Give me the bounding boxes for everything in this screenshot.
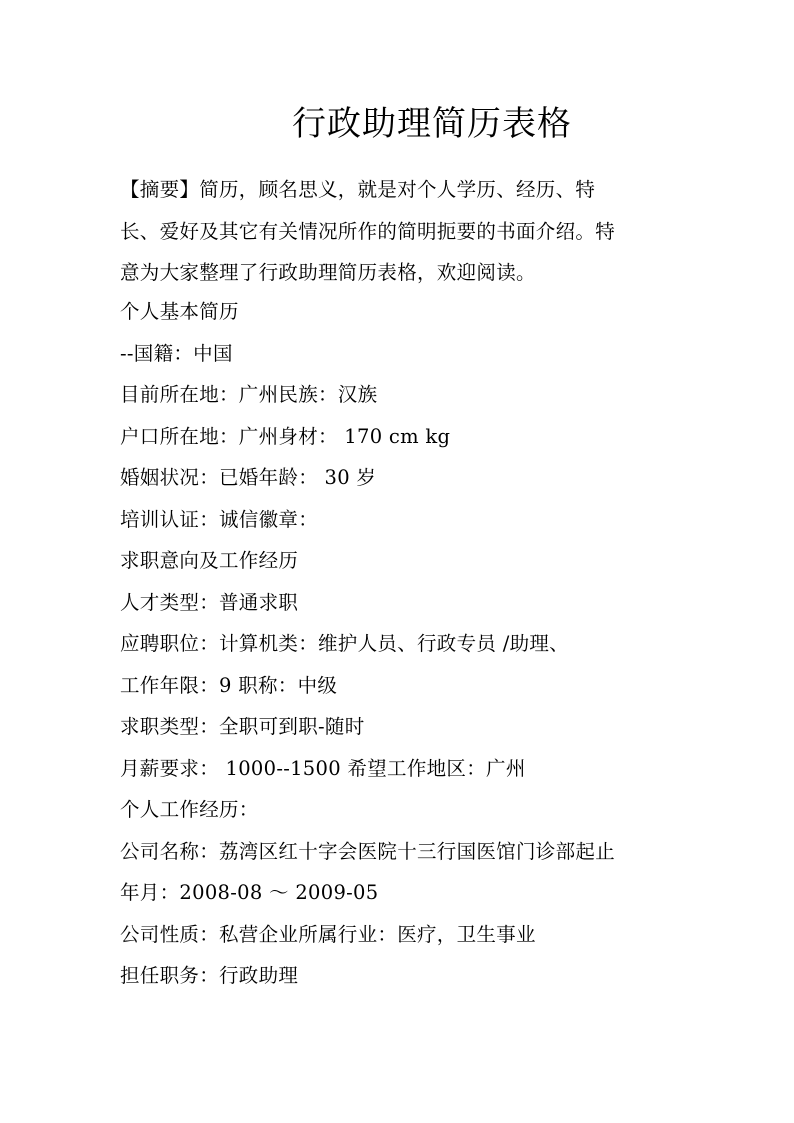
period-line: 年月：2008-08 ～ 2009-05 xyxy=(120,881,379,904)
company-name-line: 公司名称：荔湾区红十字会医院十三行国医馆门诊部起止 xyxy=(120,839,616,863)
abstract-line: 【摘要】简历，顾名思义，就是对个人学历、经历、特 xyxy=(120,178,596,201)
salary-area-line: 月薪要求： 1000--1500 希望工作地区：广州 xyxy=(120,756,526,780)
certification-line: 培训认证：诚信徽章： xyxy=(120,507,319,531)
abstract-line: 意为大家整理了行政助理简历表格，欢迎阅读。 xyxy=(120,261,536,284)
position-held-line: 担任职务：行政助理 xyxy=(120,964,299,987)
hukou-height-line: 户口所在地：广州身材： 170 cm kg xyxy=(120,424,451,448)
company-nature-line: 公司性质：私营企业所属行业：医疗，卫生事业 xyxy=(120,922,536,946)
section-heading-job-intention: 求职意向及工作经历 xyxy=(120,549,299,572)
section-heading-work-experience: 个人工作经历： xyxy=(120,798,259,821)
section-heading-basic-info: 个人基本简历 xyxy=(120,300,239,323)
location-ethnicity-line: 目前所在地：广州民族：汉族 xyxy=(120,383,378,406)
document-title: 行政助理简历表格 xyxy=(292,104,572,144)
resume-body xyxy=(120,291,700,997)
work-years-title-line: 工作年限：9 职称：中级 xyxy=(120,673,338,697)
nationality-line: --国籍：中国 xyxy=(120,341,233,365)
abstract-line: 长、爱好及其它有关情况所作的简明扼要的书面介绍。特 xyxy=(120,219,616,243)
talent-type-line: 人才类型：普通求职 xyxy=(120,590,299,614)
marital-age-line: 婚姻状况：已婚年龄： 30 岁 xyxy=(120,466,377,489)
abstract-paragraph xyxy=(120,169,680,294)
applied-position-line: 应聘职位：计算机类：维护人员、行政专员 /助理、 xyxy=(120,632,569,655)
job-type-line: 求职类型：全职可到职-随时 xyxy=(120,715,365,738)
